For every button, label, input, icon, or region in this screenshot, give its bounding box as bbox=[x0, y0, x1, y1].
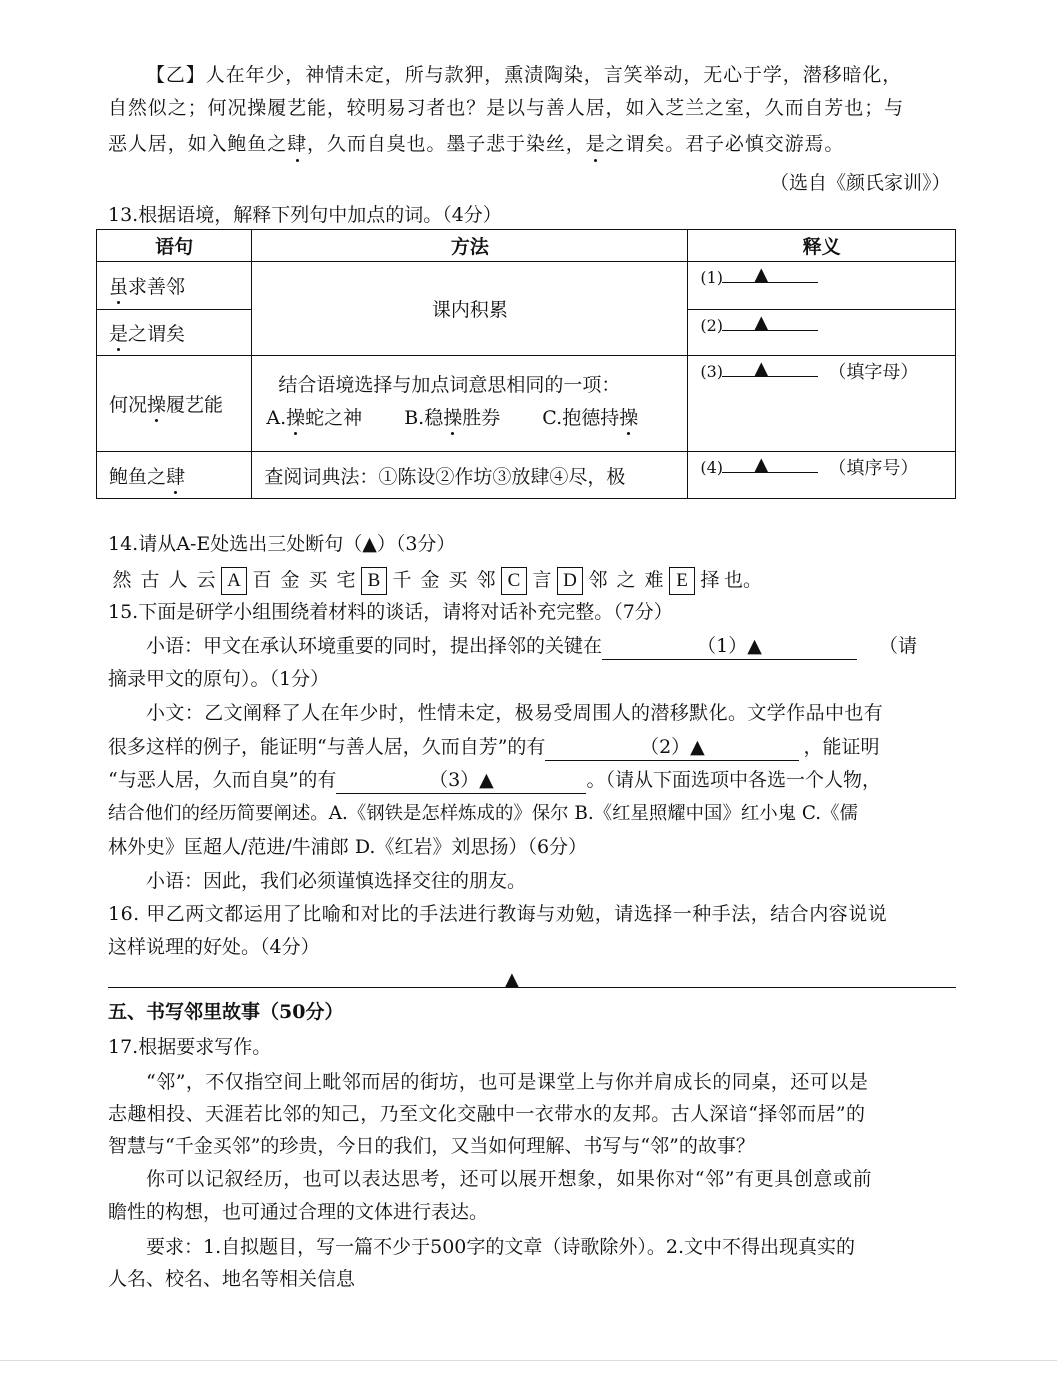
dotted-char-si: 肆 bbox=[287, 133, 308, 155]
dotted-char: 虽 bbox=[109, 272, 128, 299]
q16-line-2: 这样说理的好处。（4分） bbox=[108, 936, 320, 958]
dotted-char: 肆 bbox=[166, 462, 185, 489]
q15-blank-1[interactable]: （1）▲ bbox=[602, 633, 857, 660]
break-option-d[interactable]: D bbox=[557, 567, 583, 595]
q13-header-method: 方法 bbox=[252, 230, 688, 262]
section-5-title: 五、书写邻里故事（50分） bbox=[108, 1001, 344, 1023]
q16-line-1: 16. 甲乙两文都运用了比喻和对比的手法进行教诲与劝勉，请选择一种手法，结合内容说说 bbox=[108, 903, 888, 925]
break-option-e[interactable]: E bbox=[669, 567, 695, 595]
q17-p2-line-2: 瞻性的构想，也可通过合理的文体进行表达。 bbox=[108, 1201, 489, 1223]
q15-title: 15.下面是研学小组围绕着材料的谈话，请将对话补充完整。（7分） bbox=[108, 601, 673, 623]
q15-p1: 小语：甲文在承认环境重要的同时，提出择邻的关键在 （1）▲ （请 bbox=[146, 633, 917, 660]
q15-p3: 小语：因此，我们必须谨慎选择交往的朋友。 bbox=[146, 870, 527, 892]
q13-answer-1[interactable]: (1) ▲ bbox=[688, 262, 956, 310]
q13-answer-3[interactable]: (3) ▲ （填字母） bbox=[688, 356, 956, 452]
dotted-char: 是 bbox=[109, 319, 128, 346]
q17-p1-line-2: 志趣相投、天涯若比邻的知己，乃至文化交融中一衣带水的友邦。古人深谙“择邻而居”的 bbox=[108, 1103, 866, 1125]
option-c: C.抱德持操 bbox=[542, 407, 638, 429]
q13-answer-4[interactable]: (4) ▲ （填序号） bbox=[688, 452, 956, 499]
passage-yi-line-1: 【乙】人在年少，神情未定，所与款狎，熏渍陶染，言笑举动，无心于学，潜移暗化， bbox=[146, 64, 903, 86]
q13-sentence-4: 鲍鱼之肆 bbox=[97, 452, 252, 499]
page-bottom-divider bbox=[0, 1360, 1057, 1361]
q13-sentence-2: 是之谓矣 bbox=[97, 310, 252, 356]
break-option-a[interactable]: A bbox=[221, 567, 247, 595]
q13-sentence-3: 何况操履艺能 bbox=[97, 356, 252, 452]
passage-yi-line-3 bbox=[108, 131, 844, 157]
passage-yi-line-3-a: 恶人居，如入鲍鱼之 bbox=[108, 133, 288, 155]
q17-p1-line-3: 智慧与“千金买邻”的珍贵，今日的我们，又当如何理解、书写与“邻”的故事？ bbox=[108, 1135, 755, 1157]
q17-p1-line-1: “邻”，不仅指空间上毗邻而居的街坊，也可是课堂上与你并肩成长的同桌，还可以是 bbox=[146, 1071, 869, 1093]
q16-answer-marker: ▲ bbox=[505, 969, 519, 990]
passage-yi-line-3-c: 之谓矣。君子必慎交游焉。 bbox=[605, 133, 845, 155]
q16-answer-line[interactable] bbox=[108, 987, 956, 988]
passage-yi-line-2: 自然似之；何况操履艺能，较明易习者也？是以与善人居，如入芝兰之室，久而自芳也；与 bbox=[108, 97, 905, 119]
q13-title: 13.根据语境，解释下列句中加点的词。（4分） bbox=[108, 204, 502, 226]
q13-method-2-options bbox=[266, 403, 687, 430]
q17-requirements-line-1: 要求：1.自拟题目，写一篇不少于500字的文章（诗歌除外）。2.文中不得出现真实的 bbox=[146, 1236, 856, 1258]
passage-yi-line-3-b: ，久而自臭也。墨子悲于染丝， bbox=[307, 133, 586, 155]
q15-p2-line-3: “与恶人居，久而自臭”的有 （3）▲ 。（请从下面选项中各选一个人物， bbox=[108, 767, 881, 794]
q14-sentence: 然 古 人 云 A 百 金 买 宅 B 千 金 买 邻 C 言 D 邻 之 难 E 择 也。 bbox=[108, 565, 762, 595]
q13-sentence-1: 虽求善邻 bbox=[97, 262, 252, 310]
q13-method-2-title: 结合语境选择与加点词意思相同的一项： bbox=[278, 374, 621, 396]
dotted-char: 操 bbox=[147, 390, 166, 417]
q15-p2-line-5: 林外史》匡超人/范进/牛浦郎 D.《红岩》刘思扬）（6分） bbox=[108, 836, 588, 858]
q15-p2-line-1: 小文：乙文阐释了人在年少时，性情未定，极易受周围人的潜移默化。文学作品中也有 bbox=[146, 702, 884, 724]
break-option-b[interactable]: B bbox=[361, 567, 387, 595]
q15-blank-2[interactable]: （2）▲ bbox=[545, 734, 799, 761]
option-a: A.操蛇之神 bbox=[266, 407, 362, 429]
q13-method-2 bbox=[252, 356, 688, 452]
q13-answer-2[interactable]: (2) ▲ bbox=[688, 310, 956, 356]
break-option-c[interactable]: C bbox=[501, 567, 527, 595]
q15-blank-3[interactable]: （3）▲ bbox=[336, 767, 586, 794]
dotted-char-shi: 是 bbox=[585, 133, 606, 155]
q14-title: 14.请从A-E处选出三处断句（▲）（3分） bbox=[108, 533, 456, 555]
q17-p2-line-1: 你可以记叙经历，也可以表达思考，还可以展开想象，如果你对“邻”有更具创意或前 bbox=[146, 1168, 873, 1190]
q13-header-sentence: 语句 bbox=[97, 230, 252, 262]
q13-method-3: 查阅词典法：①陈设②作坊③放肆④尽，极 bbox=[252, 452, 688, 499]
option-b: B.稳操胜券 bbox=[404, 407, 500, 429]
q13-header-meaning: 释义 bbox=[688, 230, 956, 262]
q15-p1-cont: 摘录甲文的原句）。（1分） bbox=[108, 668, 330, 690]
q15-p2-line-2: 很多这样的例子，能证明“与善人居，久而自芳”的有 （2）▲ ，能证明 bbox=[108, 734, 879, 761]
q17-requirements-line-2: 人名、校名、地名等相关信息 bbox=[108, 1268, 356, 1290]
q17-title: 17.根据要求写作。 bbox=[108, 1036, 272, 1058]
passage-source: （选自《颜氏家训》） bbox=[770, 172, 951, 194]
q15-p2-line-4: 结合他们的经历简要阐述。A.《钢铁是怎样炼成的》保尔 B.《红星照耀中国》红小鬼 C.《儒 bbox=[108, 803, 858, 824]
q13-method-1: 课内积累 bbox=[252, 262, 688, 356]
q13-table bbox=[96, 229, 956, 499]
